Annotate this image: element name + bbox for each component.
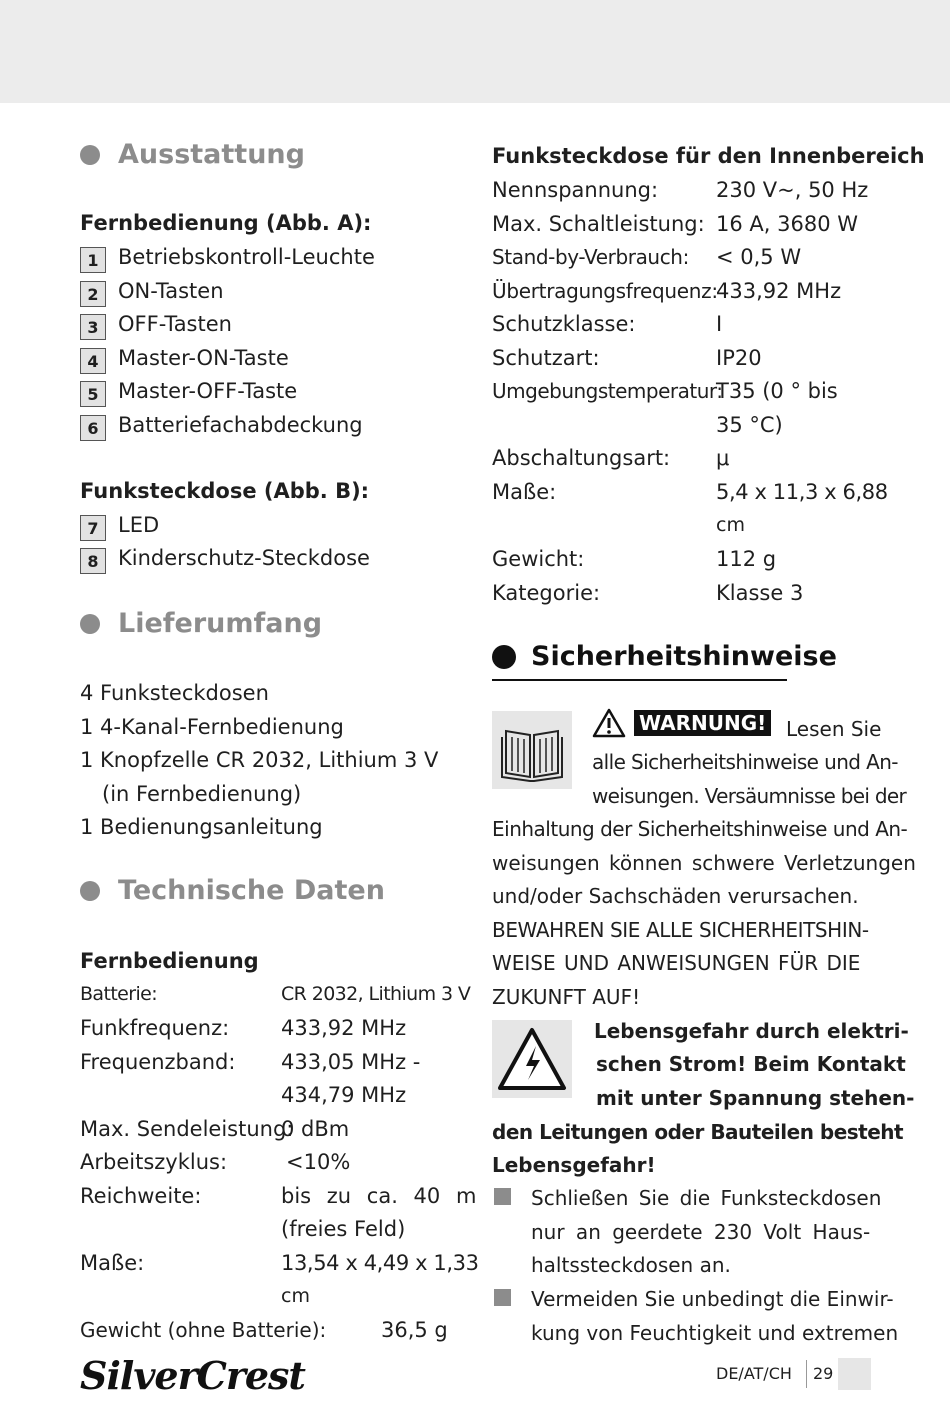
spec-label: Kategorie:: [492, 581, 601, 605]
text-line: weisungen können schwere Verletzungen: [492, 851, 916, 875]
list-item: (in Fernbedienung): [102, 782, 302, 806]
spec-label: Nennspannung:: [492, 178, 659, 202]
text-line: Vermeiden Sie unbedingt die Einwir-: [531, 1287, 894, 1311]
bullet-square: [494, 1188, 511, 1205]
part-number: 8: [80, 548, 106, 574]
text-line: Lebensgefahr!: [492, 1153, 656, 1177]
section-underline: [492, 679, 787, 681]
text-line: mit unter Spannung stehen-: [596, 1086, 915, 1110]
spec-label: Stand-by-Verbrauch:: [492, 245, 689, 269]
part-label: LED: [118, 513, 160, 537]
text-line: Schließen Sie die Funksteckdosen: [531, 1186, 882, 1210]
spec-value: 434,79 MHz: [281, 1083, 407, 1107]
part-label: ON-Tasten: [118, 279, 224, 303]
footer-tab: [838, 1358, 871, 1390]
spec-value: 5,4 x 11,3 x 6,88: [716, 480, 888, 504]
section-bullet: [80, 145, 100, 165]
list-item: 1 Knopfzelle CR 2032, Lithium 3 V: [80, 748, 439, 772]
text-line: BEWAHREN SIE ALLE SICHERHEITSHIN-: [492, 918, 869, 942]
part-label: OFF-Tasten: [118, 312, 232, 336]
part-number: 4: [80, 348, 106, 374]
spec-value: 433,92 MHz: [716, 279, 842, 303]
section-title-lieferumfang: Lieferumfang: [118, 608, 323, 639]
spec-label: Gewicht:: [492, 547, 585, 571]
warning-triangle-icon: [592, 708, 626, 738]
warning-label: WARNUNG!: [634, 710, 771, 736]
part-label: Master-OFF-Taste: [118, 379, 298, 403]
text-line: kung von Feuchtigkeit und extremen: [531, 1321, 899, 1345]
spec-value: cm: [716, 514, 745, 536]
spec-value: 433,92 MHz: [281, 1016, 407, 1040]
text-line: den Leitungen oder Bauteilen besteht: [492, 1120, 904, 1144]
list-item: 4 Funksteckdosen: [80, 681, 269, 705]
spec-value: 0 dBm: [281, 1117, 350, 1141]
open-book-icon: [492, 711, 572, 789]
text-line: Einhaltung der Sicherheitshinweise und An-: [492, 817, 908, 841]
remote-spec-heading: Fernbedienung: [80, 949, 259, 973]
text-line: nur an geerdete 230 Volt Haus-: [531, 1220, 871, 1244]
spec-value: cm: [281, 1285, 310, 1307]
section-bullet: [80, 614, 100, 634]
spec-value: <10%: [286, 1150, 351, 1174]
spec-value: IP20: [716, 346, 762, 370]
spec-label: Maße:: [80, 1251, 145, 1275]
manual-icon-box: [492, 711, 572, 789]
high-voltage-icon: [492, 1020, 572, 1098]
spec-label: Umgebungstemperatur:: [492, 379, 723, 403]
spec-value: bis zu ca. 40 m: [281, 1184, 477, 1208]
spec-value: (freies Feld): [281, 1217, 406, 1241]
header-band: [0, 0, 950, 103]
section-title-ausstattung: Ausstattung: [118, 139, 305, 170]
list-item: 1 Bedienungsanleitung: [80, 815, 323, 839]
text-line: WEISE UND ANWEISUNGEN FÜR DIE: [492, 951, 861, 975]
spec-value: 35 °C): [716, 413, 783, 437]
electric-hazard-icon-box: [492, 1020, 572, 1098]
spec-label: Frequenzband:: [80, 1050, 236, 1074]
footer-divider: [806, 1360, 807, 1388]
spec-label: Max. Sendeleistung:: [80, 1117, 294, 1141]
spec-label: Batterie:: [80, 983, 158, 1005]
part-number: 7: [80, 515, 106, 541]
spec-label: Schutzklasse:: [492, 312, 636, 336]
spec-label: Funkfrequenz:: [80, 1016, 230, 1040]
socket-heading: Funksteckdose (Abb. B):: [80, 479, 370, 503]
spec-value: CR 2032, Lithium 3 V: [281, 983, 471, 1005]
text-line: haltssteckdosen an.: [531, 1253, 731, 1277]
text-line: Lesen Sie: [786, 717, 882, 741]
part-number: 2: [80, 281, 106, 307]
text-line: weisungen. Versäumnisse bei der: [592, 784, 907, 808]
part-label: Master-ON-Taste: [118, 346, 289, 370]
page-number: 29: [813, 1364, 834, 1383]
spec-label: Reichweite:: [80, 1184, 202, 1208]
spec-value: 16 A, 3680 W: [716, 212, 858, 236]
text-line: alle Sicherheitshinweise und An-: [592, 750, 898, 774]
spec-value: < 0,5 W: [716, 245, 802, 269]
bullet-square: [494, 1289, 511, 1306]
spec-label: Arbeitszyklus:: [80, 1150, 228, 1174]
spec-label: Maße:: [492, 480, 557, 504]
section-bullet: [492, 645, 516, 669]
spec-value: Klasse 3: [716, 581, 804, 605]
part-label: Betriebskontroll-Leuchte: [118, 245, 375, 269]
indoor-socket-heading: Funksteckdose für den Innenbereich: [492, 144, 925, 168]
text-line: Lebensgefahr durch elektri-: [594, 1019, 909, 1043]
region-label: DE/AT/CH: [716, 1364, 792, 1383]
text-line: und/oder Sachschäden verursachen.: [492, 884, 859, 908]
warning-badge: [634, 710, 771, 736]
spec-value: μ: [716, 446, 730, 470]
spec-label: Abschaltungsart:: [492, 446, 671, 470]
section-title-technische-daten: Technische Daten: [118, 875, 385, 906]
part-label: Batteriefachabdeckung: [118, 413, 363, 437]
remote-heading: Fernbedienung (Abb. A):: [80, 211, 372, 235]
list-item: 1 4-Kanal-Fernbedienung: [80, 715, 344, 739]
spec-label: Gewicht (ohne Batterie):: [80, 1318, 327, 1342]
text-line: ZUKUNFT AUF!: [492, 985, 641, 1009]
brand-logo: SilverCrest: [80, 1353, 305, 1398]
spec-label: Schutzart:: [492, 346, 600, 370]
text-line: schen Strom! Beim Kontakt: [596, 1052, 906, 1076]
part-number: 1: [80, 247, 106, 273]
spec-value: 230 V~, 50 Hz: [716, 178, 869, 202]
spec-value: I: [716, 312, 723, 336]
section-bullet: [80, 881, 100, 901]
spec-label: Max. Schaltleistung:: [492, 212, 705, 236]
spec-label: Übertragungsfrequenz:: [492, 279, 718, 303]
part-label: Kinderschutz-Steckdose: [118, 546, 370, 570]
part-number: 3: [80, 314, 106, 340]
spec-value: 112 g: [716, 547, 777, 571]
section-title-sicherheitshinweise: Sicherheitshinweise: [531, 641, 837, 672]
spec-value: 13,54 x 4,49 x 1,33: [281, 1251, 479, 1275]
part-number: 5: [80, 381, 106, 407]
spec-value: T35 (0 ° bis: [716, 379, 838, 403]
spec-value: 433,05 MHz -: [281, 1050, 421, 1074]
part-number: 6: [80, 415, 106, 441]
spec-value: 36,5 g: [381, 1318, 448, 1342]
